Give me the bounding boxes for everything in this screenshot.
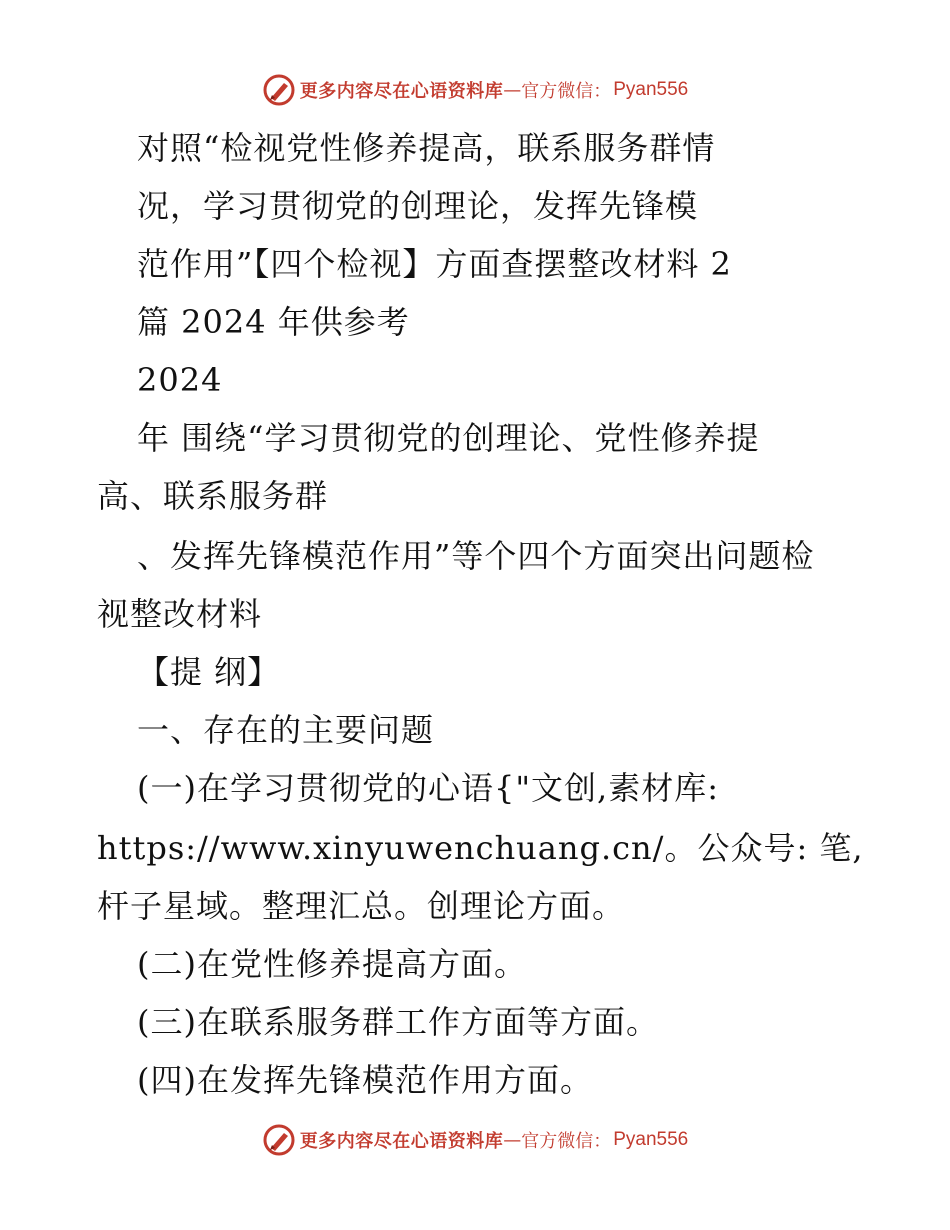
title-line-2: 况，学习贯彻党的创理论，发挥先锋模	[137, 187, 699, 225]
banner-official-label: 官方微信：	[521, 1131, 612, 1152]
subtitle-line-3: 、发挥先锋模范作用”等个四个方面突出问题检	[137, 537, 815, 575]
banner-brand-text: 更多内容尽在心语资料库	[299, 81, 504, 102]
subtitle-line-2: 高、联系服务群	[97, 477, 329, 515]
year-line: 2024	[137, 361, 223, 399]
title-line-3: 范作用”【四个检视】方面查摆整改材料 2	[137, 245, 732, 283]
title-line-4: 篇 2024 年供参考	[137, 303, 410, 341]
banner-separator: —	[503, 1129, 522, 1151]
item-3: (三)在联系服务群工作方面等方面。	[137, 1003, 659, 1041]
item-1-line-3: 杆子星域。整理汇总。创理论方面。	[97, 887, 626, 925]
pen-logo-icon	[262, 73, 296, 107]
outline-heading: 【提 纲】	[137, 653, 281, 691]
pen-logo-icon	[262, 1123, 296, 1157]
banner-separator: —	[503, 79, 522, 101]
banner-brand-text: 更多内容尽在心语资料库	[299, 1131, 504, 1152]
banner-wechat-id: Pyan556	[613, 1129, 689, 1150]
title-line-1: 对照“检视党性修养提高，联系服务群情	[137, 129, 716, 167]
item-1-line-1: (一)在学习贯彻党的心语{"文创,素材库:	[137, 769, 720, 807]
item-2: (二)在党性修养提高方面。	[137, 945, 527, 983]
section-heading: 一、存在的主要问题	[137, 711, 435, 749]
footer-watermark-banner	[0, 1120, 950, 1160]
item-4: (四)在发挥先锋模范作用方面。	[137, 1061, 593, 1099]
item-1-line-2: https://www.xinyuwenchuang.cn/。公众号: 笔,	[97, 829, 864, 867]
subtitle-line-4: 视整改材料	[97, 595, 263, 633]
subtitle-line-1: 年 围绕“学习贯彻党的创理论、党性修养提	[137, 419, 760, 457]
header-watermark-banner	[0, 70, 950, 110]
banner-wechat-id: Pyan556	[613, 79, 689, 100]
banner-official-label: 官方微信：	[521, 81, 612, 102]
